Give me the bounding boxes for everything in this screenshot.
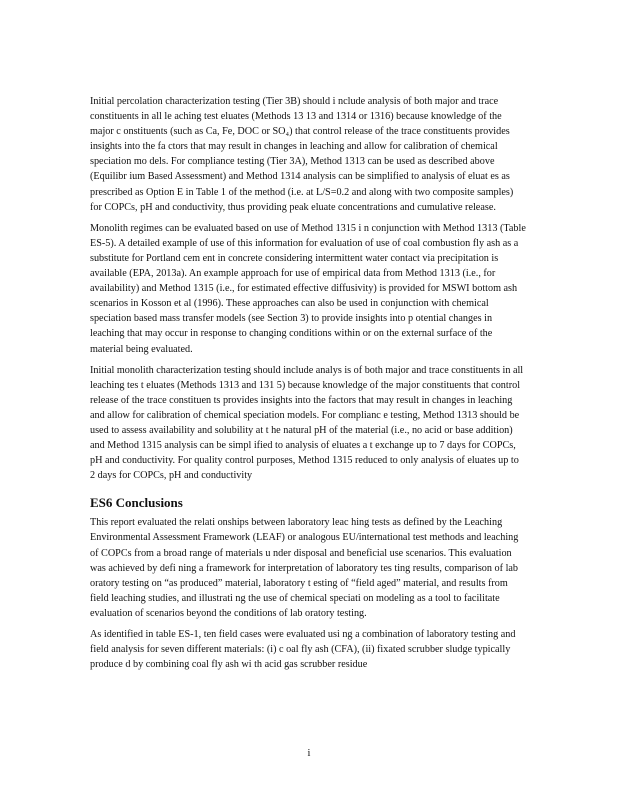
document-body <box>90 94 526 678</box>
paragraph-field-cases: As identified in table ES‑1, ten field cases were evaluated usi ng a combination of laboratory testing and field analysis for seven different materials: (i) c oal fly ash (CFA), (ii) fixated scrubber sludge typically produce d by combining coal fly ash wi th acid gas scrubber residue <box>90 629 516 671</box>
paragraph-percolation-testing: Initial percolation characterization testing (Tier 3B) should i nclude analysis of both major and trace constituents in all le aching test eluates (Methods 13 13 and 1314 or 1316) because knowledge of the major c onstituents (such as Ca, Fe, DOC or SO₄) that control release of the trace constituents provides insights into the fa ctors that may result in changes in leaching and allow for calibration of chemical speciation mo dels. For compliance testing (Tier 3A), Method 1313 can be used as described above (Equilibr ium Based Assessment) and Method 1314 analysis can be simplified to analysis of eluat es as prescribed as Option E in Table 1 of the method (i.e. at L/S=0.2 and along with two composite samples) for COPCs, pH and conductivity, thus providing peak eluate concentrations and cumulative release. <box>90 96 514 213</box>
paragraph-monolith-regimes: Monolith regimes can be evaluated based on use of Method 1315 i n conjunction with Method 1313 (Table ES‑5). A detailed example of use of this information for evaluation of use of coal combustion fly ash as a substitute for Portland cem ent in concrete considering intermittent water contact via precipitation is available (EPA, 2013a). An example approach for use of empirical data from Method 1313 (i.e., for availability) and Method 1315 (i.e., for estimated effective diffusivity) is provided for MSWI bottom ash scenarios in Kosson et al (1996). These approaches can also be used in conjunction with chemical speciation based mass transfer models (see Section 3) to provide insights into p otential changes in leaching that may occur in response to changing conditions within or on the external surface of the material being evaluated. <box>90 222 526 355</box>
paragraph-monolith-characterization: Initial monolith characterization testing should include analys is of both major and trace constituents in all leaching tes t eluates (Methods 1313 and 131 5) because knowledge of the major constituents that control release of the trace constituen ts provides insights into the factors that may result in changes in leaching and allow for calibration of chemical speciation models. For complianc e testing, Method 1313 should be used to assess availability and solubility at t he natural pH of the material (i.e., no acid or base addition) and Method 1315 analysis can be simpl ified to analysis of eluates a t exchange up to 7 days for COPCs, pH and conductivity. For quality control purposes, Method 1315 reduced to only analysis of eluates up to 2 days for COPCs, pH and conductivity <box>90 364 524 482</box>
paragraph-report-evaluation: This report evaluated the relati onships between laboratory leac hing tests as defined by the Leaching Environmental Assessment Framework (LEAF) or analogous EU/international test methods and leaching of COPCs from a broad range of materials u nder disposal and beneficial use scenarios. This evaluation was achieved by defi ning a framework for interpretation of laboratory tes ting results, comparison of lab oratory testing on “as produced” material, laboratory t esting of “field aged” material, and results from field leaching studies, and illustrati ng the use of chemical speciati on modeling as a tool to facilitate evaluation of scenarios beyond the conditions of lab oratory testing. <box>90 517 519 619</box>
section-heading-conclusions: ES6 Conclusions <box>90 495 183 511</box>
page-number: i <box>307 748 311 759</box>
